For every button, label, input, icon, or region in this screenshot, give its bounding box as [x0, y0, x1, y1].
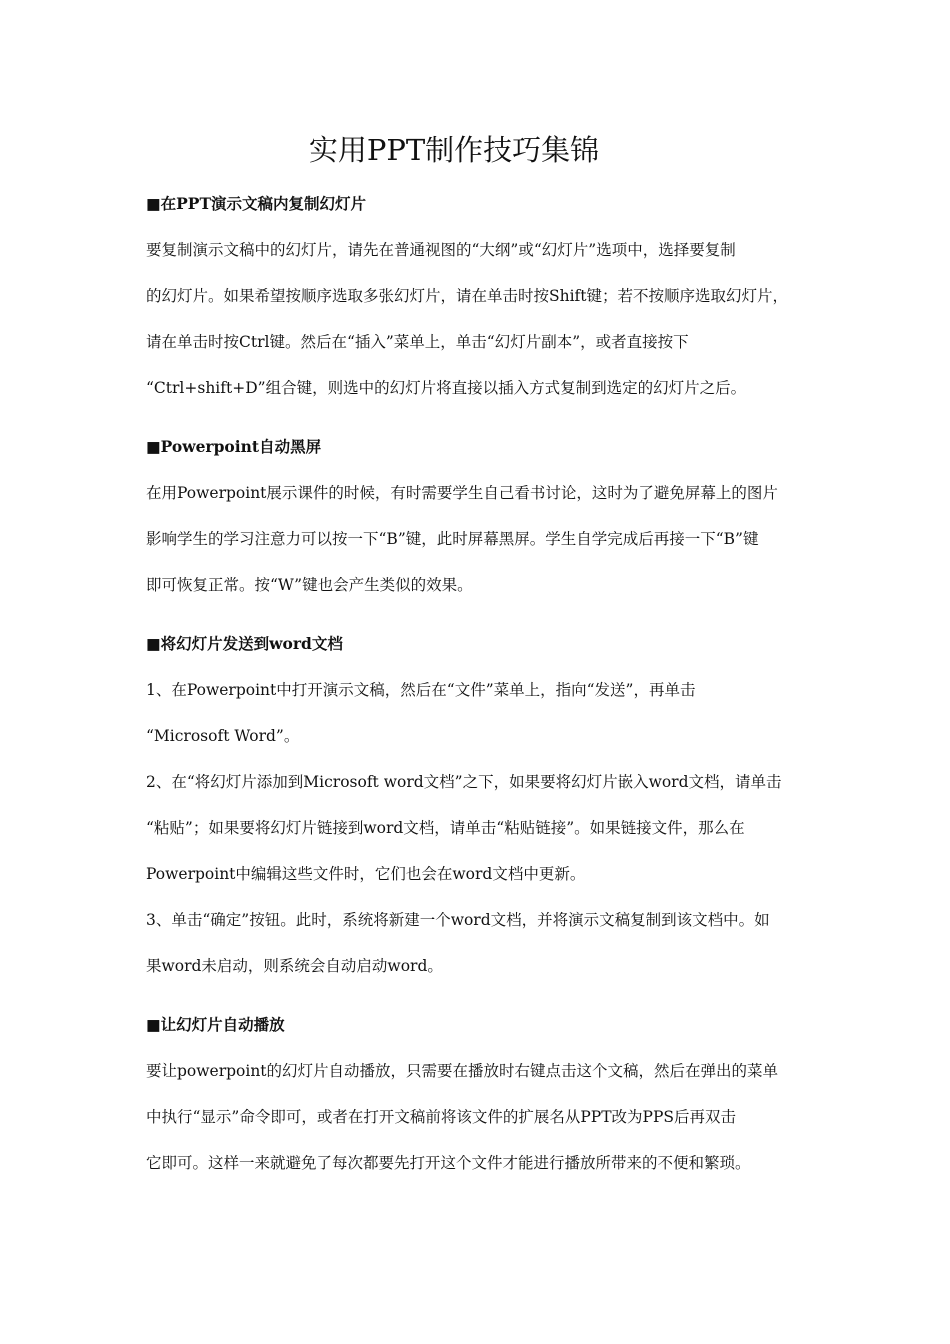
paragraph-line: “Ctrl+shift+D”组合键，则选中的幻灯片将直接以插入方式复制到选定的幻灯片之后。 — [146, 379, 747, 397]
paragraph-line: 请在单击时按Ctrl键。然后在“插入”菜单上，单击“幻灯片副本”，或者直接按下 — [146, 333, 689, 351]
paragraph-line: 的幻灯片。如果希望按顺序选取多张幻灯片，请在单击时按Shift键；若不按顺序选取幻灯片， — [146, 287, 789, 305]
section-heading-send-to-word: ■将幻灯片发送到word文档 — [146, 634, 343, 653]
paragraph-line: 1、在Powerpoint中打开演示文稿，然后在“文件”菜单上，指向“发送”，再单击 — [146, 681, 696, 699]
paragraph-line: Powerpoint中编辑这些文件时，它们也会在word文档中更新。 — [146, 865, 586, 883]
paragraph-line: 3、单击“确定”按钮。此时，系统将新建一个word文档，并将演示文稿复制到该文档中。如 — [146, 911, 770, 929]
section-heading-copy-slides: ■在PPT演示文稿内复制幻灯片 — [146, 194, 366, 213]
paragraph-line: 影响学生的学习注意力可以按一下“B”键，此时屏幕黑屏。学生自学完成后再接一下“B”键 — [146, 530, 759, 548]
paragraph-line: “Microsoft Word”。 — [146, 727, 300, 745]
paragraph-line: 它即可。这样一来就避免了每次都要先打开这个文件才能进行播放所带来的不便和繁琐。 — [146, 1154, 751, 1172]
paragraph-line: 要复制演示文稿中的幻灯片，请先在普通视图的“大纲”或“幻灯片”选项中，选择要复制 — [146, 241, 736, 259]
paragraph-line: 中执行“显示”命令即可，或者在打开文稿前将该文件的扩展名从PPT改为PPS后再双击 — [146, 1108, 737, 1126]
section-heading-auto-play: ■让幻灯片自动播放 — [146, 1015, 285, 1034]
document-title: 实用PPT制作技巧集锦 — [308, 133, 600, 167]
paragraph-line: “粘贴”；如果要将幻灯片链接到word文档，请单击“粘贴链接”。如果链接文件，那么在 — [146, 819, 745, 837]
section-heading-black-screen: ■Powerpoint自动黑屏 — [146, 437, 322, 456]
paragraph-line: 在用Powerpoint展示课件的时候，有时需要学生自己看书讨论，这时为了避免屏幕上的图片 — [146, 484, 778, 502]
paragraph-line: 要让powerpoint的幻灯片自动播放，只需要在播放时右键点击这个文稿，然后在弹出的菜单 — [146, 1062, 779, 1080]
paragraph-line: 2、在“将幻灯片添加到Microsoft word文档”之下，如果要将幻灯片嵌入word文档，请单击 — [146, 773, 782, 791]
paragraph-line: 果word未启动，则系统会自动启动word。 — [146, 957, 443, 975]
paragraph-line: 即可恢复正常。按“W”键也会产生类似的效果。 — [146, 576, 473, 594]
